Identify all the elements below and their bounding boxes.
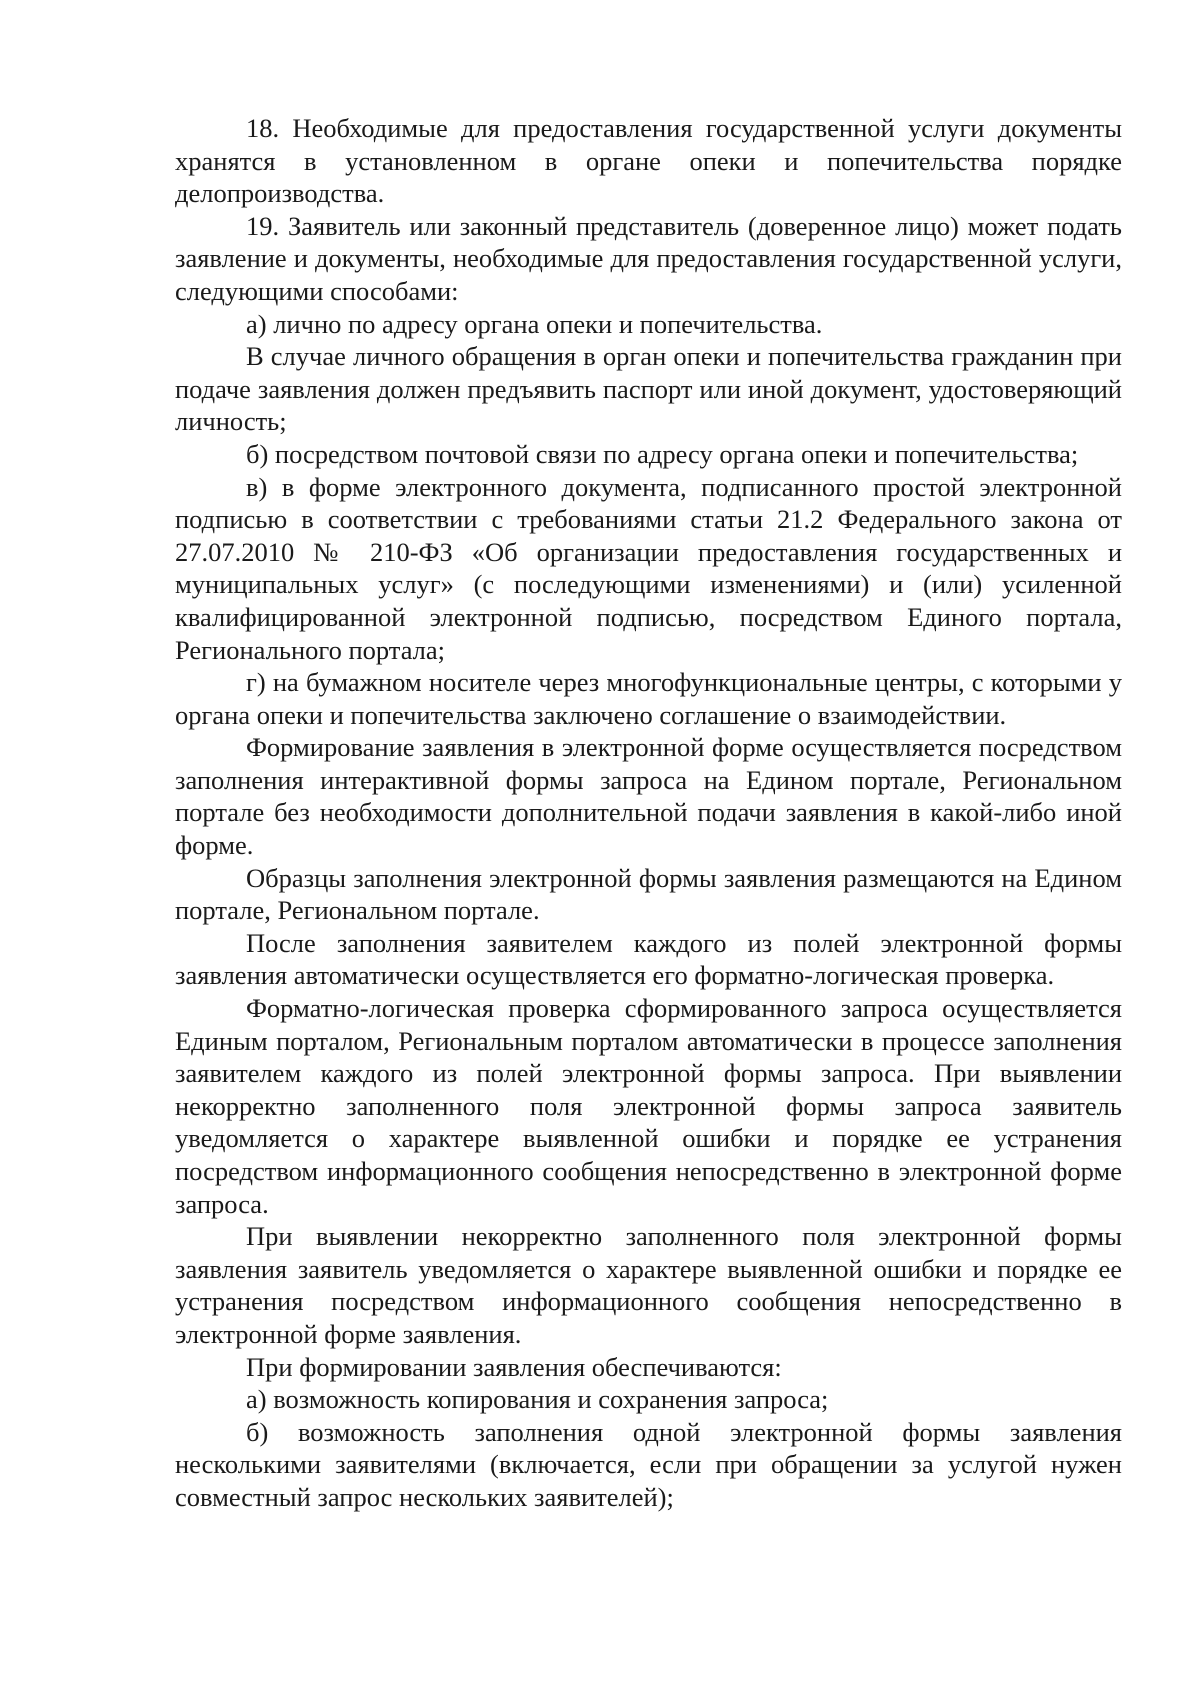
paragraph-provision-b: б) возможность заполнения одной электронной формы заявления несколькими заявителями (включается, если при обращении за услугой нужен совместный запрос нескольких заявителей); <box>175 1416 1122 1512</box>
paragraph-error-notice: При выявлении некорректно заполненного поля электронной формы заявления заявитель уведомляется о характере выявленной ошибки и порядке ее устранения посредством информационного сообщения непосредственно в электронной форме заявления. <box>175 1221 1122 1349</box>
paragraph-provision-a: а) возможность копирования и сохранения запроса; <box>246 1384 829 1415</box>
paragraph-electronic-form: Формирование заявления в электронной форме осуществляется посредством заполнения интерактивной формы запроса на Едином портале, Региональном портале без необходимости дополнительной подачи заявления в какой-либо иной форме. <box>175 732 1122 861</box>
paragraph-format-check: Форматно-логическая проверка сформированного запроса осуществляется Единым порталом, Региональным порталом автоматически в процессе заполнения заявителем каждого из полей электронной формы запроса. При выявлении некорректно заполненного поля электронной формы запроса заявитель уведомляется о характере выявленной ошибки и порядке ее устранения посредством информационного сообщения непосредственно в электронной форме запроса. <box>175 993 1122 1219</box>
paragraph-provisions-intro: При формировании заявления обеспечиваются: <box>246 1351 782 1382</box>
paragraph-method-v: в) в форме электронного документа, подписанного простой электронной подписью в соответствии с требованиями статьи 21.2 Федерального закона от 27.07.2010 № 210-ФЗ «Об организации предоставления государственных и муниципальных услуг» (с последующими изменениями) и (или) усиленной квалифицированной электронной подписью, посредством Единого портала, Регионального портала; <box>175 471 1122 665</box>
paragraph-method-b: б) посредством почтовой связи по адресу органа опеки и попечительства; <box>246 438 1079 469</box>
paragraph-18: 18. Необходимые для предоставления государственной услуги документы хранятся в установленном в органе опеки и попечительства порядке делопроизводства. <box>175 113 1122 209</box>
paragraph-auto-check: После заполнения заявителем каждого из полей электронной формы заявления автоматически осуществляется его форматно-логическая проверка. <box>175 927 1122 991</box>
paragraph-method-g: г) на бумажном носителе через многофункциональные центры, с которыми у органа опеки и попечительства заключено соглашение о взаимодействии. <box>175 667 1122 730</box>
paragraph-samples: Образцы заполнения электронной формы заявления размещаются на Едином портале, Региональном портале. <box>175 862 1122 926</box>
paragraph-personal-visit: В случае личного обращения в орган опеки и попечительства гражданин при подаче заявления должен предъявить паспорт или иной документ, удостоверяющий личность; <box>175 341 1122 437</box>
document-page <box>175 112 1122 1514</box>
paragraph-19: 19. Заявитель или законный представитель (доверенное лицо) может подать заявление и документы, необходимые для предоставления государственной услуги, следующими способами: <box>175 210 1122 306</box>
paragraph-method-a: а) лично по адресу органа опеки и попечительства. <box>246 308 823 339</box>
